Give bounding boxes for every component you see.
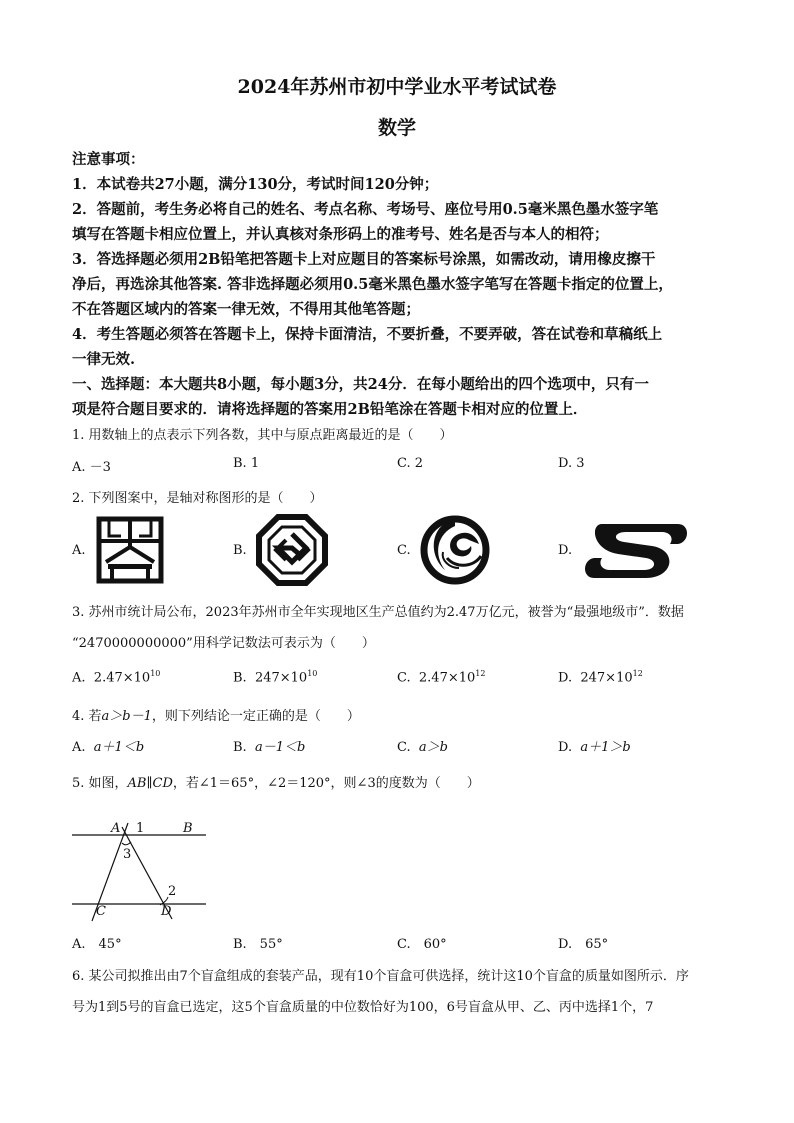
notice-heading: 注意事项： bbox=[72, 151, 145, 168]
q1-option-c: C. 2 bbox=[397, 456, 424, 471]
q6-stem: 6. 某公司拟推出由7个盲盒组成的套装产品，现有10个盲盒可供选择，统计这10个盲盒的质量如图所示．序 bbox=[72, 969, 689, 984]
option-exponent: 10 bbox=[307, 669, 318, 678]
q3-stem: “2470000000000”用科学记数法可表示为（ ） bbox=[72, 636, 375, 651]
pattern-d-image bbox=[582, 518, 690, 584]
option-coef: 2.47×10 bbox=[93, 670, 151, 686]
option-exponent: 12 bbox=[632, 669, 643, 678]
section-heading: 一、选择题：本大题共8小题，每小题3分，共24分．在每小题给出的四个选项中，只有一 bbox=[72, 376, 649, 393]
stem-text: ，则下列结论一定正确的是（ ） bbox=[151, 709, 360, 724]
option-label: A. bbox=[72, 740, 86, 755]
q5-label-1: 1 bbox=[136, 821, 145, 836]
q5-label-c: C bbox=[96, 904, 106, 919]
stem-text: 4. 若 bbox=[72, 709, 102, 724]
option-coef: 247×10 bbox=[254, 670, 308, 686]
option-expression: a＞b bbox=[418, 740, 448, 755]
section-heading: 项是符合题目要求的．请将选择题的答案用2B铅笔涂在答题卡相对应的位置上． bbox=[72, 401, 588, 418]
option-label: B. bbox=[233, 670, 247, 686]
q5-label-2: 2 bbox=[168, 884, 177, 899]
q3-option-c bbox=[397, 669, 485, 685]
pattern-c-image bbox=[419, 514, 491, 586]
q2-option-d: D. bbox=[558, 543, 573, 558]
notice-line: 4．考生答题必须答在答题卡上，保持卡面清洁，不要折叠，不要弄破，答在试卷和草稿纸上 bbox=[72, 326, 663, 343]
q1-stem: 1. 用数轴上的点表示下列各数，其中与原点距离最近的是（ ） bbox=[72, 428, 453, 443]
option-label: B. bbox=[233, 740, 247, 755]
notice-line: 净后，再选涂其他答案. 答非选择题必须用0.5毫米黑色墨水签字笔写在答题卡指定的位置上， bbox=[72, 276, 673, 293]
q4-option-c bbox=[397, 736, 448, 755]
q2-option-b: B. bbox=[233, 543, 247, 558]
q4-stem bbox=[72, 705, 360, 724]
q2-option-c: C. bbox=[397, 543, 411, 558]
q5-label-3: 3 bbox=[123, 847, 132, 862]
option-coef: 247×10 bbox=[580, 670, 633, 686]
q5-option-b: B. 55° bbox=[233, 937, 283, 952]
option-label: D. bbox=[558, 670, 573, 686]
stem-expression: AB∥CD bbox=[127, 776, 173, 791]
q5-option-d: D. 65° bbox=[558, 937, 609, 952]
q2-stem: 2. 下列图案中，是轴对称图形的是（ ） bbox=[72, 491, 323, 506]
option-expression: a＋1＞b bbox=[580, 740, 631, 755]
option-exponent: 12 bbox=[475, 669, 486, 678]
option-label: D. bbox=[558, 740, 573, 755]
q5-label-b: B bbox=[183, 821, 193, 836]
q5-stem bbox=[72, 772, 480, 791]
q3-option-a bbox=[72, 669, 160, 685]
q3-option-d bbox=[558, 669, 643, 685]
stem-text: ，若∠1＝65°，∠2＝120°，则∠3的度数为（ ） bbox=[172, 776, 480, 791]
exam-title: 2024年苏州市初中学业水平考试试卷 bbox=[237, 76, 557, 98]
option-label: C. bbox=[397, 740, 411, 755]
q6-stem: 号为1到5号的盲盒已选定，这5个盲盒质量的中位数恰好为100，6号盲盒从甲、乙、丙中选择1个，7 bbox=[72, 1000, 654, 1015]
option-expression: a＋1＜b bbox=[93, 740, 145, 755]
notice-line: 2．答题前，考生务必将自己的姓名、考点名称、考场号、座位号用0.5毫米黑色墨水签字笔 bbox=[72, 201, 659, 218]
q1-option-d: D. 3 bbox=[558, 456, 585, 471]
q5-label-d: D bbox=[161, 904, 172, 919]
option-expression: a－1＜b bbox=[254, 740, 306, 755]
subject-title: 数学 bbox=[377, 117, 416, 139]
q1-option-a: A. －3 bbox=[72, 460, 111, 475]
notice-line: 不在答题区域内的答案一律无效，不得用其他笔答题； bbox=[72, 301, 420, 318]
q4-option-a bbox=[72, 736, 144, 755]
q2-option-a: A. bbox=[72, 543, 86, 558]
stem-text: 5. 如图， bbox=[72, 776, 128, 791]
q5-label-a: A bbox=[111, 821, 121, 836]
q3-stem: 3. 苏州市统计局公布，2023年苏州市全年实现地区生产总值约为2.47万亿元，被誉为“最强地级市”．数据 bbox=[72, 605, 684, 620]
q5-option-a: A. 45° bbox=[72, 937, 122, 952]
notice-line: 一律无效. bbox=[72, 351, 136, 368]
option-label: A. bbox=[72, 670, 86, 686]
q4-option-b bbox=[233, 736, 305, 755]
q4-option-d bbox=[558, 736, 631, 755]
stem-expression: a＞b－1 bbox=[101, 709, 152, 724]
notice-line: 填写在答题卡相应位置上，并认真核对条形码上的准考号、姓名是否与本人的相符； bbox=[72, 226, 609, 243]
q3-option-b bbox=[233, 669, 317, 685]
option-coef: 2.47×10 bbox=[418, 670, 476, 686]
notice-line: 1．本试卷共27小题，满分130分，考试时间120分钟； bbox=[72, 176, 439, 193]
notice-line: 3．答选择题必须用2B铅笔把答题卡上对应题目的答案标号涂黑，如需改动，请用橡皮擦干 bbox=[72, 251, 656, 268]
option-label: C. bbox=[397, 670, 411, 686]
pattern-a-image bbox=[96, 516, 164, 584]
pattern-b-image bbox=[256, 514, 328, 586]
q5-option-c: C. 60° bbox=[397, 937, 447, 952]
q1-option-b: B. 1 bbox=[233, 456, 260, 471]
option-exponent: 10 bbox=[150, 669, 161, 678]
